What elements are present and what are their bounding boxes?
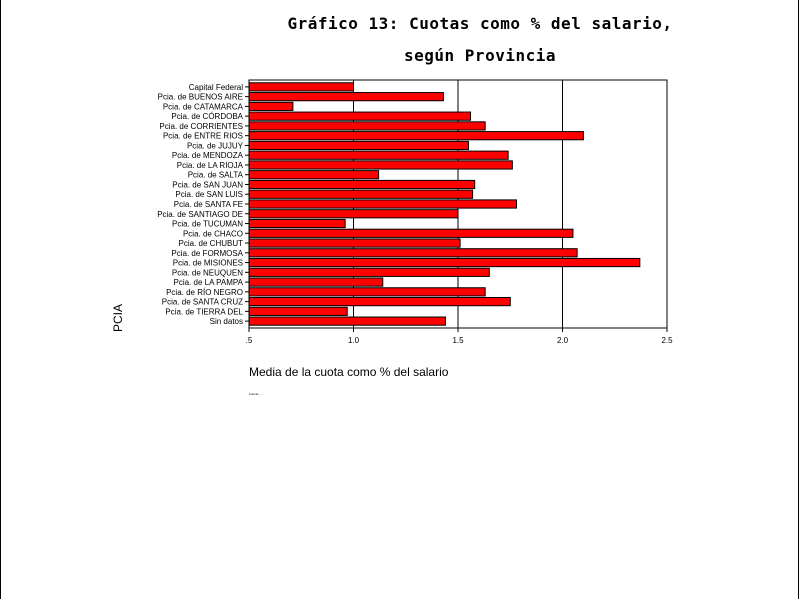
category-label: Pcia. de CATAMARCA	[162, 102, 243, 112]
bar	[249, 83, 354, 91]
bar	[249, 151, 508, 159]
category-label: Pcia. de SANTA CRUZ	[161, 297, 243, 307]
category-label: Pcia. de TUCUMAN	[172, 219, 243, 229]
bar	[249, 298, 510, 306]
category-label: Pcia. de JUJUY	[186, 141, 243, 151]
x-tick-label: .5	[245, 336, 253, 345]
bar	[249, 288, 485, 296]
category-label: Pcia. de CORRIENTES	[159, 121, 243, 131]
chart-title-line2: según Provincia	[404, 46, 556, 65]
category-label: Pcia. de TIERRA DEL	[165, 307, 243, 317]
category-label: Pcia. de MENDOZA	[171, 151, 243, 161]
category-label: Pcia. de SANTIAGO DE	[157, 209, 243, 219]
bar	[249, 102, 293, 110]
x-tick-label: 1.0	[347, 336, 360, 345]
category-label: Pcia. de CHUBUT	[178, 239, 243, 249]
category-label: Pcia. de LA PAMPA	[173, 278, 243, 288]
category-label: Pcia. de SANTA FE	[173, 200, 243, 209]
bar	[249, 171, 379, 179]
x-tick-label: 2.0	[556, 336, 569, 345]
bar	[249, 122, 485, 130]
bar	[249, 112, 471, 120]
bar	[249, 239, 460, 247]
chart-title-line1: Gráfico 13: Cuotas como % del salario,	[287, 14, 673, 33]
category-label: Pcia. de SALTA	[187, 170, 243, 180]
category-label: Pcia. de SAN JUAN	[172, 180, 243, 190]
category-label: Pcia. de CHACO	[182, 229, 243, 239]
bar	[249, 180, 475, 188]
bar	[249, 210, 458, 218]
bar	[249, 258, 640, 266]
bar	[249, 161, 512, 169]
bar	[249, 278, 383, 286]
y-axis-label: PCIA	[111, 303, 125, 333]
bar	[249, 307, 347, 315]
category-label: Pcia. de LA RIOJA	[176, 160, 243, 170]
bar	[249, 317, 445, 325]
bar	[249, 141, 468, 149]
category-label: Pcia. de CÓRDOBA	[171, 112, 243, 122]
category-label: Pcia. de FORMOSA	[171, 248, 243, 258]
bar	[249, 132, 583, 140]
x-tick-label: 2.5	[661, 336, 673, 345]
bar	[249, 268, 489, 276]
bar	[249, 249, 577, 257]
footnote: Fuente: ...	[249, 392, 263, 396]
category-label: Pcia. de RÍO NEGRO	[166, 287, 243, 297]
bar	[249, 200, 517, 208]
category-label: Pcia. de ENTRE RIOS	[162, 131, 243, 141]
bar	[249, 219, 345, 227]
x-tick-label: 1.5	[452, 336, 464, 345]
category-label: Sin datos	[209, 317, 243, 327]
category-label: Pcia. de BUENOS AIRE	[157, 92, 243, 102]
category-label: Pcia. de NEUQUEN	[171, 268, 243, 278]
bar	[249, 93, 443, 101]
category-label: Pcia. de MISIONES	[172, 258, 243, 268]
x-axis-label: Media de la cuota como % del salario	[249, 365, 449, 379]
category-label: Pcia. de SAN LUIS	[175, 190, 243, 200]
bar	[249, 190, 473, 198]
bar	[249, 229, 573, 237]
category-label: Capital Federal	[188, 82, 243, 92]
